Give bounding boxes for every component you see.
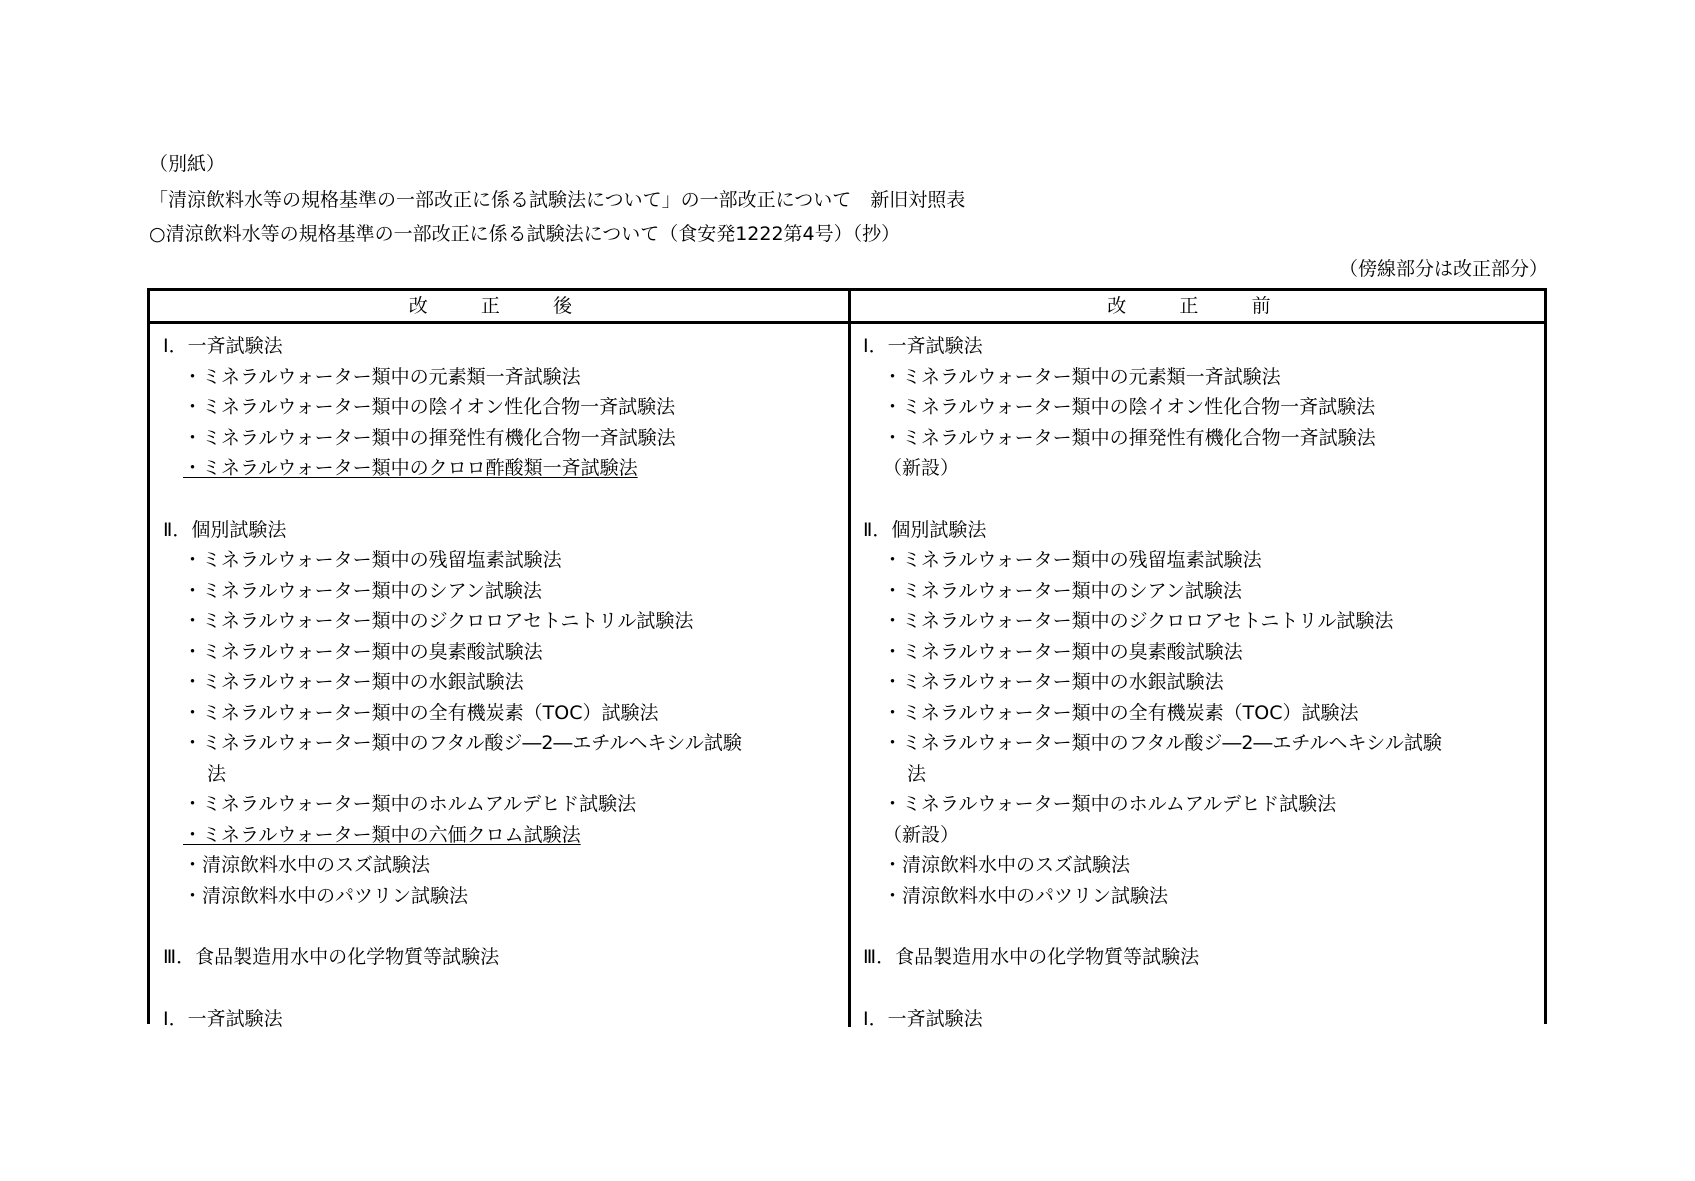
list-item: ・ミネラルウォーター類中の全有機炭素（TOC）試験法 (883, 701, 1359, 724)
column-heading-before: 改 正 前 (851, 291, 1544, 324)
list-item: ・ミネラルウォーター類中の残留塩素試験法 (183, 549, 562, 571)
underline-note: （傍線部分は改正部分） (1338, 258, 1548, 280)
column-divider (848, 291, 851, 1027)
list-item: ・ミネラルウォーター類中のジクロロアセトニトリル試験法 (883, 610, 1394, 632)
list-item: ・清涼飲料水中のスズ試験法 (183, 854, 431, 876)
section-heading: Ⅰ．一斉試験法 (163, 1007, 283, 1030)
annex-label: （別紙） (149, 153, 226, 175)
list-item-continuation: 法 (907, 762, 927, 785)
list-item: ・ミネラルウォーター類中の揮発性有機化合物一斉試験法 (883, 426, 1376, 449)
list-item: ・清涼飲料水中のパツリン試験法 (183, 884, 469, 907)
section-heading: Ⅱ．個別試験法 (163, 518, 287, 541)
section-heading: Ⅲ．食品製造用水中の化学物質等試験法 (163, 946, 500, 968)
list-item: ・ミネラルウォーター類中の全有機炭素（TOC）試験法 (183, 701, 659, 724)
list-item: ・ミネラルウォーター類中のジクロロアセトニトリル試験法 (183, 610, 694, 632)
new-item-placeholder: （新設） (883, 823, 960, 846)
list-item: ・ミネラルウォーター類中の残留塩素試験法 (883, 549, 1262, 571)
list-item: ・ミネラルウォーター類中の揮発性有機化合物一斉試験法 (183, 426, 676, 449)
list-item: ・ミネラルウォーター類中のホルムアルデヒド試験法 (183, 793, 637, 815)
section-heading: Ⅰ．一斉試験法 (863, 335, 983, 357)
list-item: ・清涼飲料水中のスズ試験法 (883, 854, 1131, 876)
document-title: 「清涼飲料水等の規格基準の一部改正に係る試験法について」の一部改正について 新旧対照表 (149, 189, 966, 211)
document-subtitle: ○清涼飲料水等の規格基準の一部改正に係る試験法について（食安発1222第4号）（抄） (149, 223, 901, 245)
list-item: ・ミネラルウォーター類中のシアン試験法 (883, 579, 1242, 602)
list-item-amended: ・ミネラルウォーター類中のクロロ酢酸類一斉試験法 (183, 457, 638, 479)
list-item: ・清涼飲料水中のパツリン試験法 (883, 884, 1169, 907)
list-item: ・ミネラルウォーター類中のフタル酸ジ―2―エチルヘキシル試験 (183, 732, 742, 754)
section-heading: Ⅰ．一斉試験法 (863, 1007, 983, 1030)
section-heading: Ⅰ．一斉試験法 (163, 335, 283, 357)
list-item-amended: ・ミネラルウォーター類中の六価クロム試験法 (183, 823, 581, 846)
list-item-continuation: 法 (207, 762, 227, 785)
list-item: ・ミネラルウォーター類中の水銀試験法 (183, 671, 524, 693)
section-heading: Ⅱ．個別試験法 (863, 518, 987, 541)
list-item: ・ミネラルウォーター類中の水銀試験法 (883, 671, 1224, 693)
comparison-table (147, 288, 1547, 1030)
list-item: ・ミネラルウォーター類中の陰イオン性化合物一斉試験法 (183, 396, 676, 418)
list-item: ・ミネラルウォーター類中の陰イオン性化合物一斉試験法 (883, 396, 1376, 418)
list-item: ・ミネラルウォーター類中のシアン試験法 (183, 579, 542, 602)
column-after (163, 331, 843, 1034)
list-item: ・ミネラルウォーター類中の元素類一斉試験法 (183, 365, 581, 388)
column-heading-after: 改 正 後 (150, 291, 848, 324)
list-item: ・ミネラルウォーター類中の臭素酸試験法 (183, 640, 543, 663)
column-before (863, 331, 1543, 1034)
list-item: ・ミネラルウォーター類中のホルムアルデヒド試験法 (883, 793, 1337, 815)
list-item: ・ミネラルウォーター類中の元素類一斉試験法 (883, 365, 1281, 388)
new-item-placeholder: （新設） (883, 457, 960, 479)
section-heading: Ⅲ．食品製造用水中の化学物質等試験法 (863, 946, 1200, 968)
list-item: ・ミネラルウォーター類中の臭素酸試験法 (883, 640, 1243, 663)
list-item: ・ミネラルウォーター類中のフタル酸ジ―2―エチルヘキシル試験 (883, 732, 1442, 754)
